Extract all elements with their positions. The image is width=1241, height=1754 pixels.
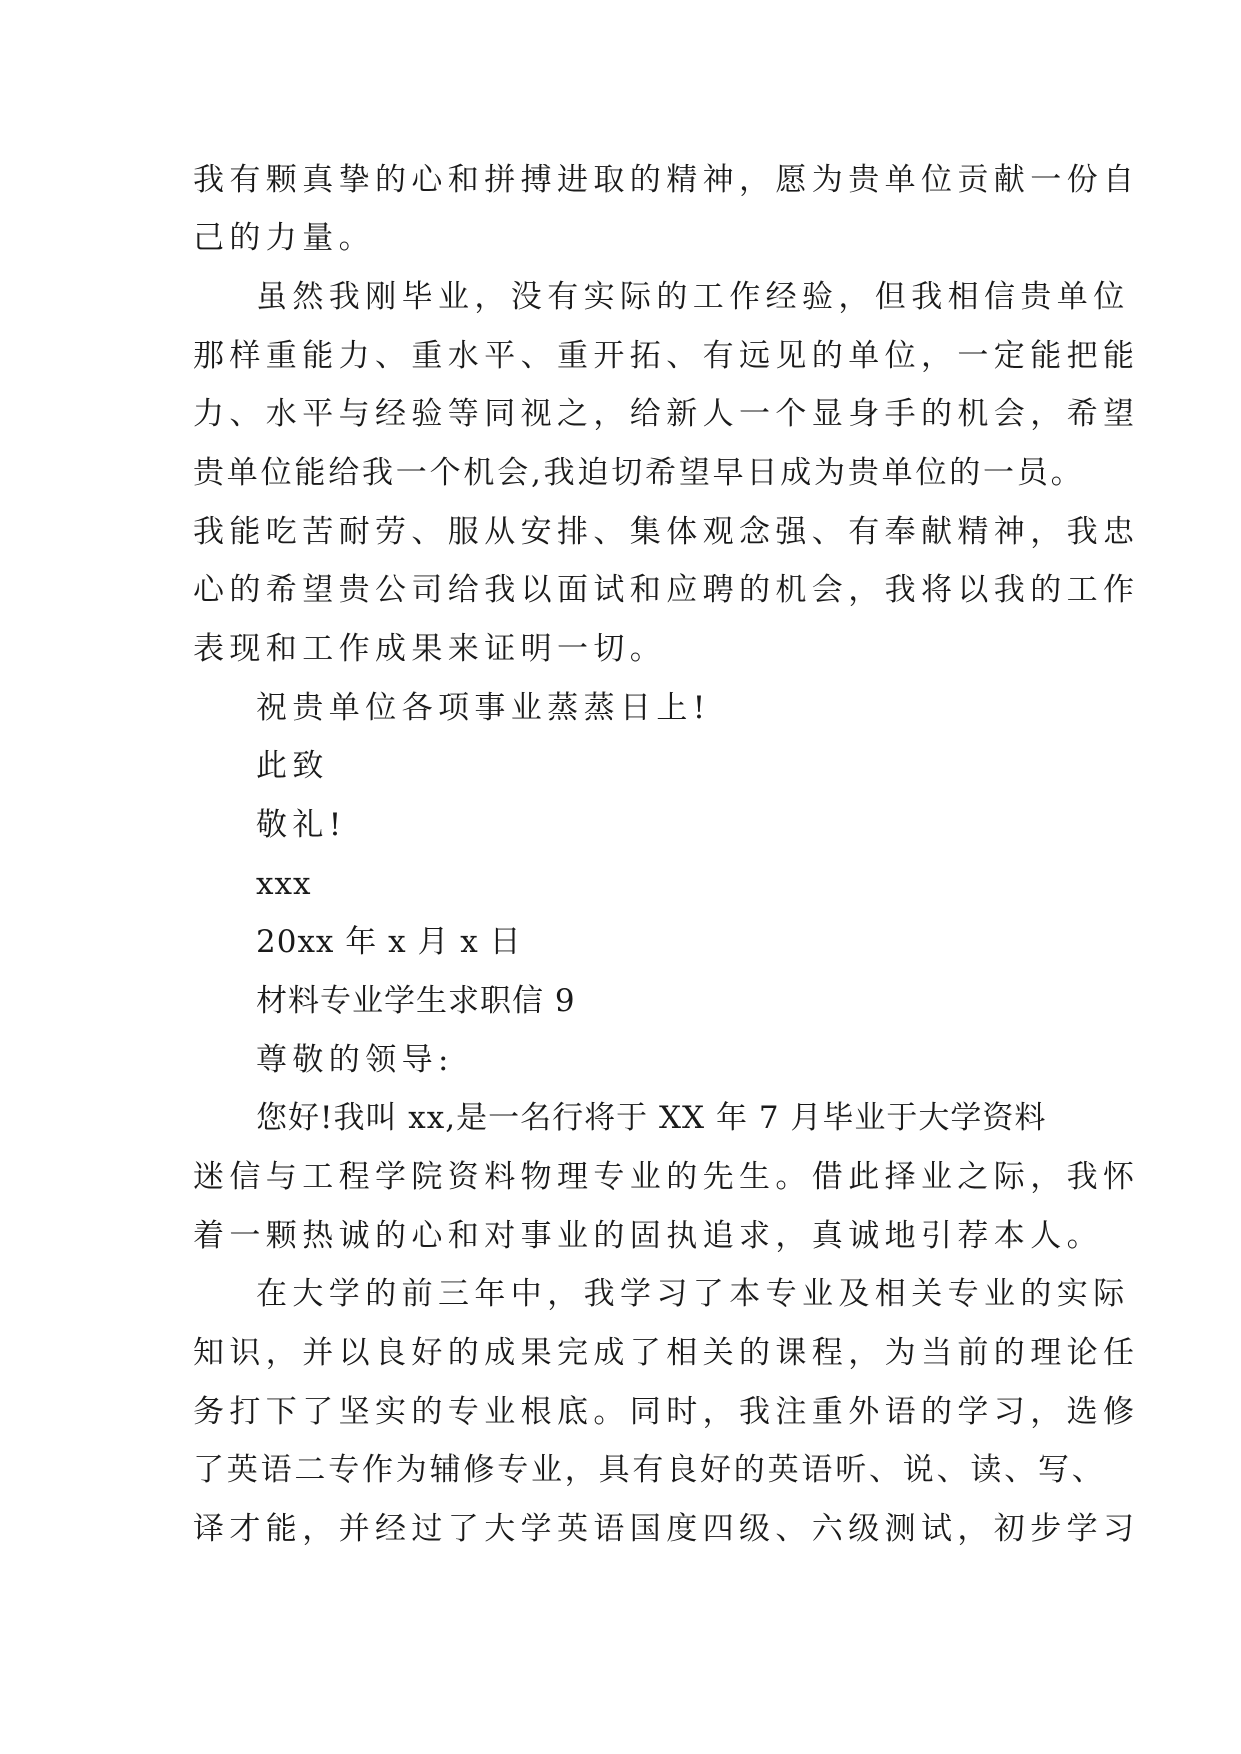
body-text-line: 着一颗热诚的心和对事业的固执追求，真诚地引荐本人。 <box>193 1218 1103 1254</box>
body-text-line: 己的力量。 <box>193 220 375 256</box>
body-text-line: 表现和工作成果来证明一切。 <box>193 631 667 667</box>
body-text-line: 那样重能力、重水平、重开拓、有远见的单位，一定能把能 <box>193 338 1140 374</box>
body-text-line: 迷信与工程学院资料物理专业的先生。借此择业之际，我怀 <box>193 1159 1140 1195</box>
paragraph-start-line: 虽然我刚毕业，没有实际的工作经验，但我相信贵单位 <box>256 279 1130 315</box>
letter-title: 材料专业学生求职信 9 <box>256 983 576 1019</box>
closing-wish: 祝贵单位各项事业蒸蒸日上! <box>256 690 711 726</box>
body-text-line: 心的希望贵公司给我以面试和应聘的机会，我将以我的工作 <box>193 572 1140 608</box>
paragraph-start-line: 您好!我叫 xx,是一名行将于 XX 年 7 月毕业于大学资料 <box>256 1100 1047 1136</box>
body-text-line: 知识，并以良好的成果完成了相关的课程，为当前的理论任 <box>193 1335 1140 1371</box>
salutation-jingli: 敬礼! <box>256 807 347 843</box>
signature-name: xxx <box>256 866 312 902</box>
body-text-line: 力、水平与经验等同视之，给新人一个显身手的机会，希望 <box>193 396 1140 432</box>
greeting: 尊敬的领导: <box>256 1042 454 1078</box>
body-text-line: 务打下了坚实的专业根底。同时，我注重外语的学习，选修 <box>193 1394 1140 1430</box>
signature-date: 20xx 年 x 月 x 日 <box>256 924 522 960</box>
body-text-line: 我有颗真挚的心和拼搏进取的精神，愿为贵单位贡献一份自 <box>193 162 1140 198</box>
salutation-cizhi: 此致 <box>256 748 329 784</box>
body-text-line: 译才能，并经过了大学英语国度四级、六级测试，初步学习 <box>193 1511 1140 1547</box>
body-text-line: 贵单位能给我一个机会,我迫切希望早日成为贵单位的一员。 <box>193 455 1085 491</box>
body-text-line: 了英语二专作为辅修专业，具有良好的英语听、说、读、写、 <box>193 1452 1106 1488</box>
paragraph-start-line: 在大学的前三年中，我学习了本专业及相关专业的实际 <box>256 1276 1130 1312</box>
body-text-line: 我能吃苦耐劳、服从安排、集体观念强、有奉献精神，我忠 <box>193 514 1140 550</box>
